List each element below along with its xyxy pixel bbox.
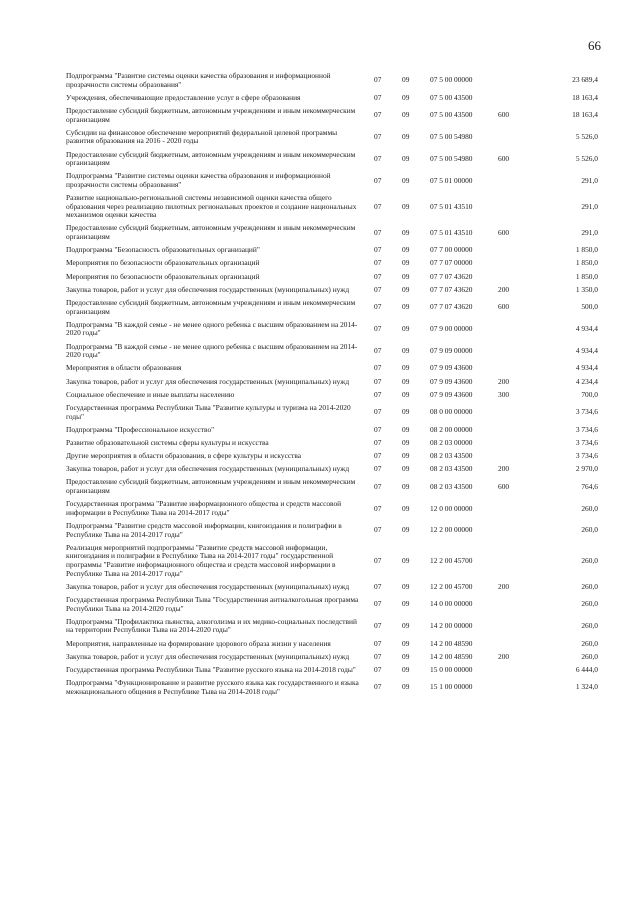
row-amount-cell: 4 934,4: [575, 363, 598, 373]
row-expense-type-cell: 300: [498, 389, 510, 399]
table-row: [66, 596, 598, 618]
row-expense-type-cell: [498, 596, 534, 618]
row-section-cell: 07: [374, 599, 382, 609]
row-subsection-cell: 09: [402, 153, 410, 163]
row-subsection-cell: 09: [402, 201, 410, 211]
row-section-cell: 07: [374, 302, 382, 312]
row-name-cell: Государственная программа Республики Тыва "Развитие русского языка на 2014-2018 годы": [66, 664, 356, 674]
table-row: [66, 404, 598, 426]
row-name-cell: Подпрограмма "В каждой семье - не менее одного ребенка с высшим образованием на 2014-2020 годы": [66, 341, 358, 360]
row-target-article-cell: 07 7 00 00000: [430, 245, 473, 255]
row-section-cell: 07: [374, 363, 382, 373]
row-amount-cell: 291,0: [581, 201, 598, 211]
row-name-cell: Учреждения, обеспечивающие предоставление услуг в сфере образования: [66, 92, 301, 102]
row-name-cell: Предоставление субсидий бюджетным, автономным учреждениям и иным некоммерческим организациям: [66, 223, 356, 242]
row-target-article-cell: 07 5 01 43510: [430, 227, 473, 237]
row-target-article-cell: 07 9 09 00000: [430, 345, 473, 355]
table-row: [66, 151, 598, 173]
row-subsection-cell: 09: [402, 464, 410, 474]
row-name-cell: Подпрограмма "Развитие системы оценки качества образования и информационной прозрачности системы образования": [66, 71, 331, 89]
row-subsection-cell: 09: [402, 555, 410, 565]
row-section-cell: 07: [374, 464, 382, 474]
row-amount-cell: 6 444,0: [575, 664, 598, 674]
table-row: [66, 172, 598, 194]
row-section-cell: 07: [374, 407, 382, 417]
row-subsection-cell: 09: [402, 92, 410, 102]
table-row: [66, 94, 598, 107]
row-expense-type-cell: [498, 246, 534, 259]
row-amount-cell: 4 934,4: [575, 345, 598, 355]
row-amount-cell: 260,0: [581, 503, 598, 513]
row-subsection-cell: 09: [402, 621, 410, 631]
row-expense-type-cell: [498, 273, 534, 286]
row-name-cell: Подпрограмма "Развитие средств массовой информации, книгоиздания и полиграфии в Республике Тыва на 2014-2017 годы": [66, 521, 342, 539]
row-expense-type-cell: 200: [498, 464, 510, 474]
row-subsection-cell: 09: [402, 407, 410, 417]
row-expense-type-cell: 600: [498, 227, 510, 237]
row-target-article-cell: 08 2 00 00000: [430, 424, 473, 434]
row-amount-cell: 260,0: [581, 638, 598, 648]
table-row: [66, 273, 598, 286]
row-subsection-cell: 09: [402, 302, 410, 312]
row-expense-type-cell: [498, 500, 534, 522]
table-row: [66, 259, 598, 272]
row-amount-cell: 260,0: [581, 525, 598, 535]
row-amount-cell: 18 163,4: [572, 110, 598, 120]
row-subsection-cell: 09: [402, 682, 410, 692]
row-name-cell: Мероприятия по безопасности образовательных организаций: [66, 258, 260, 268]
row-target-article-cell: 15 0 00 00000: [430, 664, 473, 674]
row-target-article-cell: 14 2 00 48590: [430, 651, 473, 661]
row-target-article-cell: 07 5 00 00000: [430, 75, 473, 85]
row-section-cell: 07: [374, 555, 382, 565]
row-amount-cell: 3 734,6: [575, 451, 598, 461]
row-amount-cell: 5 526,0: [575, 132, 598, 142]
row-amount-cell: 3 734,6: [575, 424, 598, 434]
row-expense-type-cell: [498, 343, 534, 365]
row-name-cell: Развитие образовательной системы сферы культуры и искусства: [66, 437, 269, 447]
row-section-cell: 07: [374, 481, 382, 491]
table-row: [66, 478, 598, 500]
row-subsection-cell: 09: [402, 581, 410, 591]
row-subsection-cell: 09: [402, 258, 410, 268]
row-amount-cell: 4 234,4: [575, 376, 598, 386]
row-target-article-cell: 08 2 03 43500: [430, 451, 473, 461]
row-section-cell: 07: [374, 201, 382, 211]
table-row: [66, 391, 598, 404]
row-subsection-cell: 09: [402, 363, 410, 373]
row-section-cell: 07: [374, 345, 382, 355]
page-number: 66: [588, 38, 601, 53]
row-subsection-cell: 09: [402, 271, 410, 281]
table-row: [66, 522, 598, 544]
row-section-cell: 07: [374, 376, 382, 386]
row-target-article-cell: 07 5 00 54980: [430, 153, 473, 163]
row-target-article-cell: 07 7 07 43620: [430, 271, 473, 281]
row-section-cell: 07: [374, 132, 382, 142]
row-expense-type-cell: 600: [498, 302, 510, 312]
row-expense-type-cell: [498, 94, 534, 107]
row-amount-cell: 18 163,4: [572, 92, 598, 102]
row-target-article-cell: 08 2 03 43500: [430, 464, 473, 474]
row-expense-type-cell: [498, 129, 534, 151]
row-target-article-cell: 08 2 03 00000: [430, 437, 473, 447]
row-expense-type-cell: 600: [498, 110, 510, 120]
row-target-article-cell: 08 0 00 00000: [430, 407, 473, 417]
row-name-cell: Предоставление субсидий бюджетным, автономным учреждениям и иным некоммерческим организациям: [66, 105, 356, 124]
row-section-cell: 07: [374, 621, 382, 631]
row-name-cell: Закупка товаров, работ и услуг для обеспечения государственных (муниципальных) нужд: [66, 581, 350, 591]
row-expense-type-cell: [498, 404, 534, 426]
table-row: [66, 618, 598, 640]
row-expense-type-cell: [498, 640, 534, 653]
table-row: [66, 500, 598, 522]
row-expense-type-cell: [498, 364, 534, 377]
row-name-cell: Закупка товаров, работ и услуг для обеспечения государственных (муниципальных) нужд: [66, 376, 350, 386]
row-expense-type-cell: [498, 618, 534, 640]
row-target-article-cell: 07 5 01 43510: [430, 201, 473, 211]
row-section-cell: 07: [374, 638, 382, 648]
row-expense-type-cell: 200: [498, 651, 510, 661]
table-row: [66, 129, 598, 151]
row-subsection-cell: 09: [402, 451, 410, 461]
row-name-cell: Государственная программа Республики Тыва "Развитие культуры и туризма на 2014-2020 годы": [66, 402, 351, 421]
row-expense-type-cell: 200: [498, 376, 510, 386]
row-section-cell: 07: [374, 175, 382, 185]
row-subsection-cell: 09: [402, 424, 410, 434]
row-amount-cell: 700,0: [581, 389, 598, 399]
row-amount-cell: 260,0: [581, 555, 598, 565]
row-target-article-cell: 15 1 00 00000: [430, 682, 473, 692]
row-target-article-cell: 14 2 00 00000: [430, 621, 473, 631]
row-target-article-cell: 07 5 00 43500: [430, 92, 473, 102]
row-section-cell: 07: [374, 324, 382, 334]
row-expense-type-cell: [498, 666, 534, 679]
row-expense-type-cell: [498, 321, 534, 343]
table-row: [66, 364, 598, 377]
table-row: [66, 653, 598, 666]
row-expense-type-cell: [498, 522, 534, 544]
row-section-cell: 07: [374, 581, 382, 591]
row-target-article-cell: 14 2 00 48590: [430, 638, 473, 648]
row-subsection-cell: 09: [402, 132, 410, 142]
row-subsection-cell: 09: [402, 638, 410, 648]
row-amount-cell: 3 734,6: [575, 437, 598, 447]
table-body: [66, 72, 598, 701]
row-section-cell: 07: [374, 503, 382, 513]
row-subsection-cell: 09: [402, 376, 410, 386]
row-name-cell: Предоставление субсидий бюджетным, автономным учреждениям и иным некоммерческим организациям: [66, 477, 356, 496]
row-amount-cell: 23 689,4: [572, 75, 598, 85]
row-subsection-cell: 09: [402, 175, 410, 185]
row-subsection-cell: 09: [402, 324, 410, 334]
row-subsection-cell: 09: [402, 664, 410, 674]
row-section-cell: 07: [374, 451, 382, 461]
table-row: [66, 194, 598, 224]
row-subsection-cell: 09: [402, 651, 410, 661]
row-name-cell: Субсидии на финансовое обеспечение мероприятий федеральной целевой программы развития образования на 2016 - 2020 годы: [66, 127, 338, 146]
row-target-article-cell: 12 2 00 45700: [430, 555, 473, 565]
row-target-article-cell: 07 9 09 43600: [430, 363, 473, 373]
row-section-cell: 07: [374, 75, 382, 85]
row-amount-cell: 5 526,0: [575, 153, 598, 163]
table-row: [66, 299, 598, 321]
row-section-cell: 07: [374, 284, 382, 294]
row-amount-cell: 260,0: [581, 581, 598, 591]
row-amount-cell: 4 934,4: [575, 324, 598, 334]
row-target-article-cell: 07 7 07 00000: [430, 258, 473, 268]
row-subsection-cell: 09: [402, 599, 410, 609]
row-name-cell: Подпрограмма "Развитие системы оценки качества образования и информационной прозрачности системы образования": [66, 171, 331, 189]
row-subsection-cell: 09: [402, 345, 410, 355]
row-amount-cell: 291,0: [581, 175, 598, 185]
row-expense-type-cell: 600: [498, 153, 510, 163]
row-expense-type-cell: [498, 426, 534, 439]
row-amount-cell: 1 850,0: [575, 258, 598, 268]
row-section-cell: 07: [374, 437, 382, 447]
row-name-cell: Подпрограмма "Безопасность образовательных организаций": [66, 245, 260, 255]
table-row: [66, 426, 598, 439]
row-amount-cell: 2 970,0: [575, 464, 598, 474]
row-section-cell: 07: [374, 525, 382, 535]
row-expense-type-cell: 200: [498, 581, 510, 591]
table-row: [66, 72, 598, 94]
row-expense-type-cell: [498, 439, 534, 452]
row-target-article-cell: 07 5 00 43500: [430, 110, 473, 120]
row-target-article-cell: 07 5 01 00000: [430, 175, 473, 185]
row-section-cell: 07: [374, 271, 382, 281]
row-expense-type-cell: [498, 72, 534, 94]
row-section-cell: 07: [374, 92, 382, 102]
table-row: [66, 321, 598, 343]
row-subsection-cell: 09: [402, 389, 410, 399]
row-amount-cell: 500,0: [581, 302, 598, 312]
row-amount-cell: 260,0: [581, 621, 598, 631]
row-amount-cell: 1 850,0: [575, 245, 598, 255]
row-subsection-cell: 09: [402, 481, 410, 491]
table-row: [66, 544, 598, 583]
row-amount-cell: 764,6: [581, 481, 598, 491]
row-name-cell: Государственная программа Республики Тыва "Государственная антиалкогольная программа Республики Тыва на 2014-2020 годы": [66, 594, 359, 613]
table-row: [66, 107, 598, 129]
row-name-cell: Закупка товаров, работ и услуг для обеспечения государственных (муниципальных) нужд: [66, 284, 350, 294]
row-section-cell: 07: [374, 227, 382, 237]
row-target-article-cell: 07 9 00 00000: [430, 324, 473, 334]
row-target-article-cell: 12 0 00 00000: [430, 503, 473, 513]
row-subsection-cell: 09: [402, 437, 410, 447]
table-row: [66, 224, 598, 246]
row-target-article-cell: 12 2 00 45700: [430, 581, 473, 591]
row-amount-cell: 1 324,0: [575, 682, 598, 692]
row-name-cell: Предоставление субсидий бюджетным, автономным учреждениям и иным некоммерческим организациям: [66, 298, 356, 316]
row-name-cell: Подпрограмма "Функционирование и развитие русского языка как государственного и языка межнационального общения в Республике Тыва на 2014-2018 годы": [66, 678, 359, 696]
row-name-cell: Предоставление субсидий бюджетным, автономным учреждениям и иным некоммерческим организациям: [66, 149, 356, 168]
table-row: [66, 679, 598, 701]
row-name-cell: Подпрограмма "Профессиональное искусство": [66, 424, 215, 434]
row-section-cell: 07: [374, 682, 382, 692]
row-name-cell: Развитие национально-региональной системы независимой оценки качества общего образования через реализацию пилотных региональных проектов и создание национальных механизмов оценки качества: [66, 193, 357, 220]
row-section-cell: 07: [374, 424, 382, 434]
row-target-article-cell: 12 2 00 00000: [430, 525, 473, 535]
row-expense-type-cell: 200: [498, 284, 510, 294]
row-expense-type-cell: [498, 194, 534, 224]
row-subsection-cell: 09: [402, 503, 410, 513]
row-amount-cell: 260,0: [581, 651, 598, 661]
row-section-cell: 07: [374, 258, 382, 268]
row-name-cell: Подпрограмма "Профилактика пьянства, алкоголизма и их медико-социальных последствий на территории Республики Тыва на 2014-2020 годы": [66, 616, 357, 635]
table-row: [66, 640, 598, 653]
table-row: [66, 583, 598, 596]
row-name-cell: Другие мероприятия в области образования, в сфере культуры и искусства: [66, 451, 302, 461]
row-name-cell: Социальное обеспечение и иные выплаты населению: [66, 389, 235, 399]
row-name-cell: Подпрограмма "В каждой семье - не менее одного ребенка с высшим образованием на 2014-2020 годы": [66, 319, 358, 338]
row-section-cell: 07: [374, 153, 382, 163]
row-name-cell: Мероприятия по безопасности образовательных организаций: [66, 271, 260, 281]
row-subsection-cell: 09: [402, 110, 410, 120]
row-target-article-cell: 08 2 03 43500: [430, 481, 473, 491]
row-name-cell: Государственная программа "Развитие информационного общества и средств массовой информации в Республике Тыва на 2014-2017 годы": [66, 499, 342, 517]
row-subsection-cell: 09: [402, 284, 410, 294]
row-target-article-cell: 07 7 07 43620: [430, 302, 473, 312]
budget-table: [66, 72, 598, 701]
row-expense-type-cell: [498, 679, 534, 701]
row-expense-type-cell: [498, 172, 534, 194]
row-section-cell: 07: [374, 651, 382, 661]
row-amount-cell: 1 850,0: [575, 271, 598, 281]
row-subsection-cell: 09: [402, 75, 410, 85]
row-name-cell: Закупка товаров, работ и услуг для обеспечения государственных (муниципальных) нужд: [66, 464, 350, 474]
table-row: [66, 343, 598, 365]
row-amount-cell: 260,0: [581, 599, 598, 609]
row-section-cell: 07: [374, 389, 382, 399]
row-amount-cell: 291,0: [581, 227, 598, 237]
row-section-cell: 07: [374, 110, 382, 120]
row-subsection-cell: 09: [402, 245, 410, 255]
row-name-cell: Закупка товаров, работ и услуг для обеспечения государственных (муниципальных) нужд: [66, 651, 350, 661]
row-target-article-cell: 07 7 07 43620: [430, 284, 473, 294]
row-section-cell: 07: [374, 664, 382, 674]
row-target-article-cell: 07 9 09 43600: [430, 389, 473, 399]
row-amount-cell: 1 350,0: [575, 284, 598, 294]
row-subsection-cell: 09: [402, 525, 410, 535]
row-name-cell: Мероприятия в области образования: [66, 363, 182, 373]
row-amount-cell: 3 734,6: [575, 407, 598, 417]
row-section-cell: 07: [374, 245, 382, 255]
row-target-article-cell: 07 5 00 54980: [430, 132, 473, 142]
table-row: [66, 378, 598, 391]
row-name-cell: Реализация мероприятий подпрограммы "Развитие средств массовой информации, книгоиздания и полиграфии в Республике Тыва на 2014-2017 годы" государственной программы "Развитие информационного общества и средств массовой информации в Республике Тыва на 2014-2017 годы": [66, 542, 336, 578]
row-expense-type-cell: [498, 259, 534, 272]
row-target-article-cell: 07 9 09 43600: [430, 376, 473, 386]
row-expense-type-cell: [498, 544, 534, 583]
row-expense-type-cell: 600: [498, 481, 510, 491]
row-subsection-cell: 09: [402, 227, 410, 237]
row-name-cell: Мероприятия, направленные на формирование здорового образа жизни у населения: [66, 638, 331, 648]
row-target-article-cell: 14 0 00 00000: [430, 599, 473, 609]
